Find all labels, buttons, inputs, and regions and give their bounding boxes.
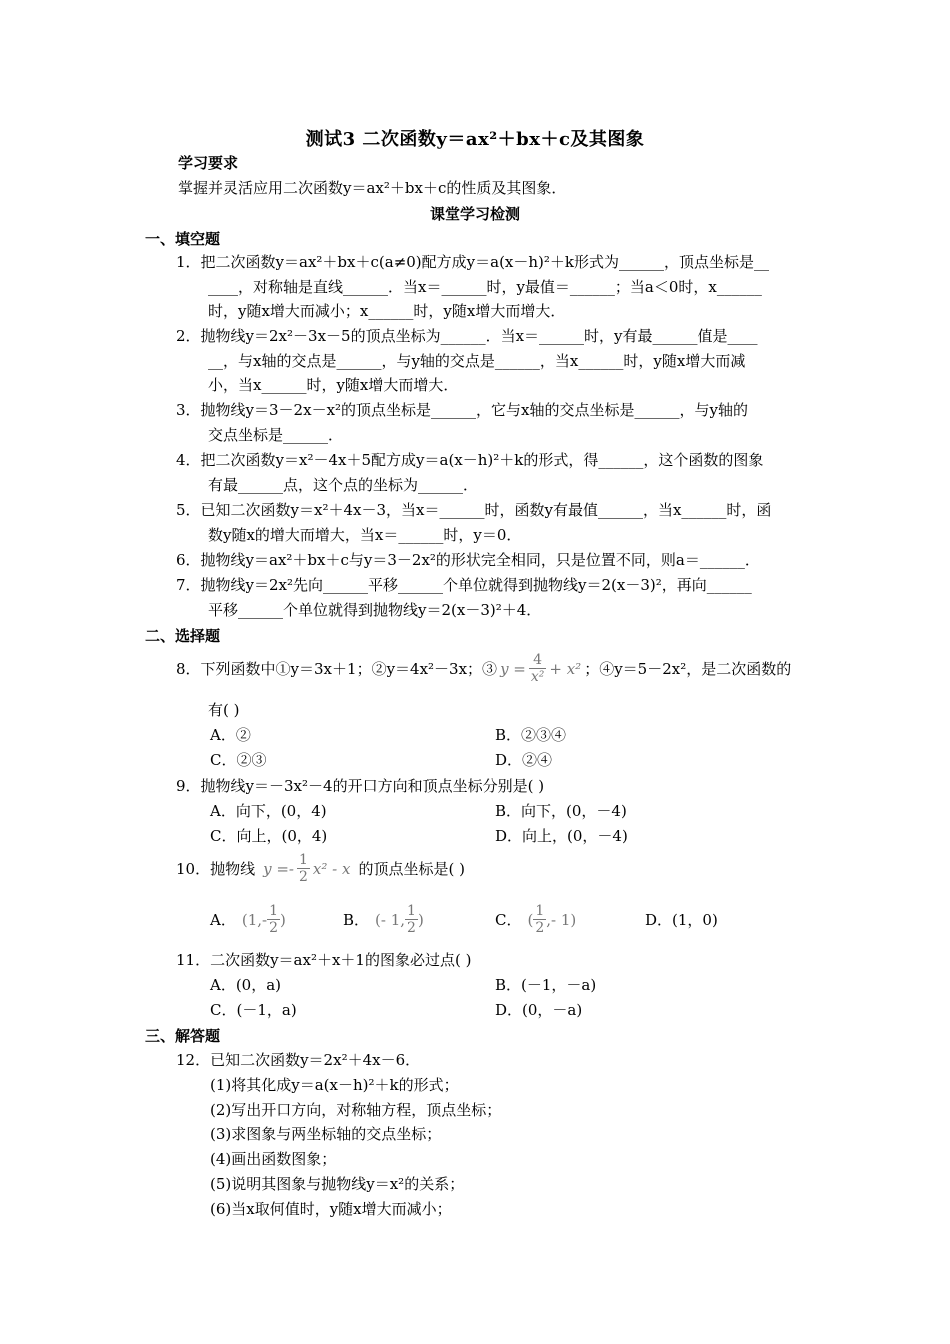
question-8-numerator: 4	[533, 652, 543, 668]
question-4-line-1: 4．把二次函数y＝x²－4x＋5配方成y＝a(x－h)²＋k的形式，得______，这个函数的图象	[176, 451, 764, 469]
question-9: 9．抛物线y＝－3x²－4的开口方向和顶点坐标分别是( )	[176, 777, 545, 795]
question-2-line-2: __，与x轴的交点是______，与y轴的交点是______，当x______时，y随x增大而减	[208, 352, 746, 370]
option-label: C．	[495, 910, 522, 929]
question-10-numerator: 1	[298, 852, 308, 868]
question-3-line-1: 3．抛物线y＝3－2x－x²的顶点坐标是______，它与x轴的交点坐标是______，与y轴的	[176, 401, 748, 419]
question-1-line-1: 1．把二次函数y＝ax²＋bx＋c(a≠0)配方成y＝a(x－h)²＋k形式为______，顶点坐标是__	[176, 253, 770, 271]
question-12-part-6: (6)当x取何值时，y随x增大而减小；	[210, 1200, 452, 1218]
question-11-option-b: B．(－1，－a)	[495, 976, 597, 994]
question-8-denominator: x²	[530, 669, 545, 685]
option-a-suffix: )	[280, 910, 286, 929]
question-8-option-d: D．②④	[495, 751, 553, 769]
study-requirements-text: 掌握并灵活应用二次函数y＝ax²＋bx＋c的性质及其图象．	[178, 179, 567, 197]
question-11-option-d: D．(0，－a)	[495, 1001, 583, 1019]
question-9-option-a: A．向下，(0，4)	[210, 802, 327, 820]
option-b-prefix: (- 1,	[375, 910, 406, 929]
option-b-numerator: 1	[407, 903, 416, 919]
option-c-suffix: ,- 1)	[546, 910, 577, 929]
question-3-line-2: 交点坐标是______．	[208, 426, 344, 444]
section-fill-heading: 一、填空题	[145, 230, 221, 248]
question-6: 6．抛物线y＝ax²＋bx＋c与y＝3－2x²的形状完全相同，只是位置不同，则a＝______．	[176, 551, 760, 569]
question-10-eq-label: y =-	[263, 859, 294, 878]
question-1-line-2: ____，对称轴是直线______．当x＝______时，y最值＝______；当a＜0时，x______	[208, 278, 762, 296]
question-8-option-a: A．②	[210, 726, 251, 744]
question-8-line-1	[176, 652, 791, 685]
question-10-option-c	[495, 903, 576, 936]
question-8-prefix: 8．下列函数中①y＝3x＋1；②y＝4x²－3x；③	[176, 659, 498, 678]
option-c-prefix: (	[527, 910, 534, 929]
question-12: 12．已知二次函数y＝2x²＋4x－6．	[176, 1051, 421, 1069]
question-10-eq-tail: x² - x	[312, 859, 351, 878]
option-a-fraction	[267, 903, 280, 936]
question-10-denominator: 2	[298, 869, 308, 885]
question-1-line-3: 时，y随x增大而减小；x______时，y随x增大而增大．	[208, 302, 566, 320]
option-b-denominator: 2	[407, 920, 416, 936]
question-11-option-a: A．(0，a)	[210, 976, 282, 994]
question-10-option-d: D．(1，0)	[645, 911, 718, 929]
question-11: 11．二次函数y＝ax²＋x＋1的图象必过点( )	[176, 951, 472, 969]
option-label: B．	[343, 910, 370, 929]
question-8-line-2: 有( )	[208, 701, 240, 719]
study-requirements-heading: 学习要求	[178, 154, 239, 172]
question-12-part-1: (1)将其化成y＝a(x－h)²＋k的形式；	[210, 1076, 459, 1094]
question-10-suffix: 的顶点坐标是( )	[358, 859, 465, 878]
page-title: 测试3 二次函数y＝ax²＋bx＋c及其图象	[305, 129, 645, 150]
question-12-part-3: (3)求图象与两坐标轴的交点坐标；	[210, 1125, 442, 1143]
classroom-check-heading: 课堂学习检测	[429, 205, 520, 223]
question-8-option-c: C．②③	[210, 751, 267, 769]
question-7-line-2: 平移______个单位就得到抛物线y＝2(x－3)²＋4．	[208, 601, 542, 619]
option-c-numerator: 1	[535, 903, 545, 919]
question-10-prefix: 10．抛物线	[176, 859, 256, 878]
question-10-option-a	[210, 903, 286, 936]
question-10-option-b	[343, 903, 424, 936]
question-2-line-3: 小，当x______时，y随x增大而增大．	[208, 376, 459, 394]
question-8-fraction	[529, 652, 547, 685]
section-answer-heading: 三、解答题	[145, 1027, 221, 1045]
question-2-line-1: 2．抛物线y＝2x²－3x－5的顶点坐标为______．当x＝______时，y有最______值是____	[176, 327, 758, 345]
question-7-line-1: 7．抛物线y＝2x²先向______平移______个单位就得到抛物线y＝2(x－3)²，再向______	[176, 576, 752, 594]
option-b-fraction	[405, 903, 418, 936]
option-label: A．	[210, 910, 236, 929]
option-a-prefix: (1,-	[241, 910, 268, 929]
option-c-denominator: 2	[535, 920, 545, 936]
question-12-part-4: (4)画出函数图象；	[210, 1150, 337, 1168]
question-10	[176, 852, 465, 885]
option-b-suffix: )	[417, 910, 424, 929]
section-choice-heading: 二、选择题	[145, 627, 221, 645]
question-9-option-b: B．向下，(0，－4)	[495, 802, 627, 820]
option-a-numerator: 1	[269, 903, 278, 919]
question-9-option-c: C．向上，(0，4)	[210, 827, 328, 845]
question-8-suffix: ；④y＝5－2x²，是二次函数的	[584, 659, 792, 678]
question-5-line-2: 数y随x的增大而增大，当x＝______时，y＝0．	[208, 526, 522, 544]
question-10-fraction	[297, 852, 310, 885]
question-5-line-1: 5．已知二次函数y＝x²＋4x－3，当x＝______时，函数y有最值______，当x______时，函	[176, 501, 772, 519]
question-9-option-d: D．向上，(0，－4)	[495, 827, 628, 845]
question-8-plus-term: + x²	[549, 659, 582, 678]
option-a-denominator: 2	[269, 920, 278, 936]
question-4-line-2: 有最______点，这个点的坐标为______．	[208, 476, 479, 494]
question-8-eq-label: y =	[500, 659, 526, 678]
question-11-option-c: C．(－1，a)	[210, 1001, 297, 1019]
question-8-option-b: B．②③④	[495, 726, 567, 744]
option-c-fraction	[533, 903, 546, 936]
question-12-part-2: (2)写出开口方向，对称轴方程，顶点坐标；	[210, 1101, 502, 1119]
question-12-part-5: (5)说明其图象与抛物线y＝x²的关系；	[210, 1175, 465, 1193]
